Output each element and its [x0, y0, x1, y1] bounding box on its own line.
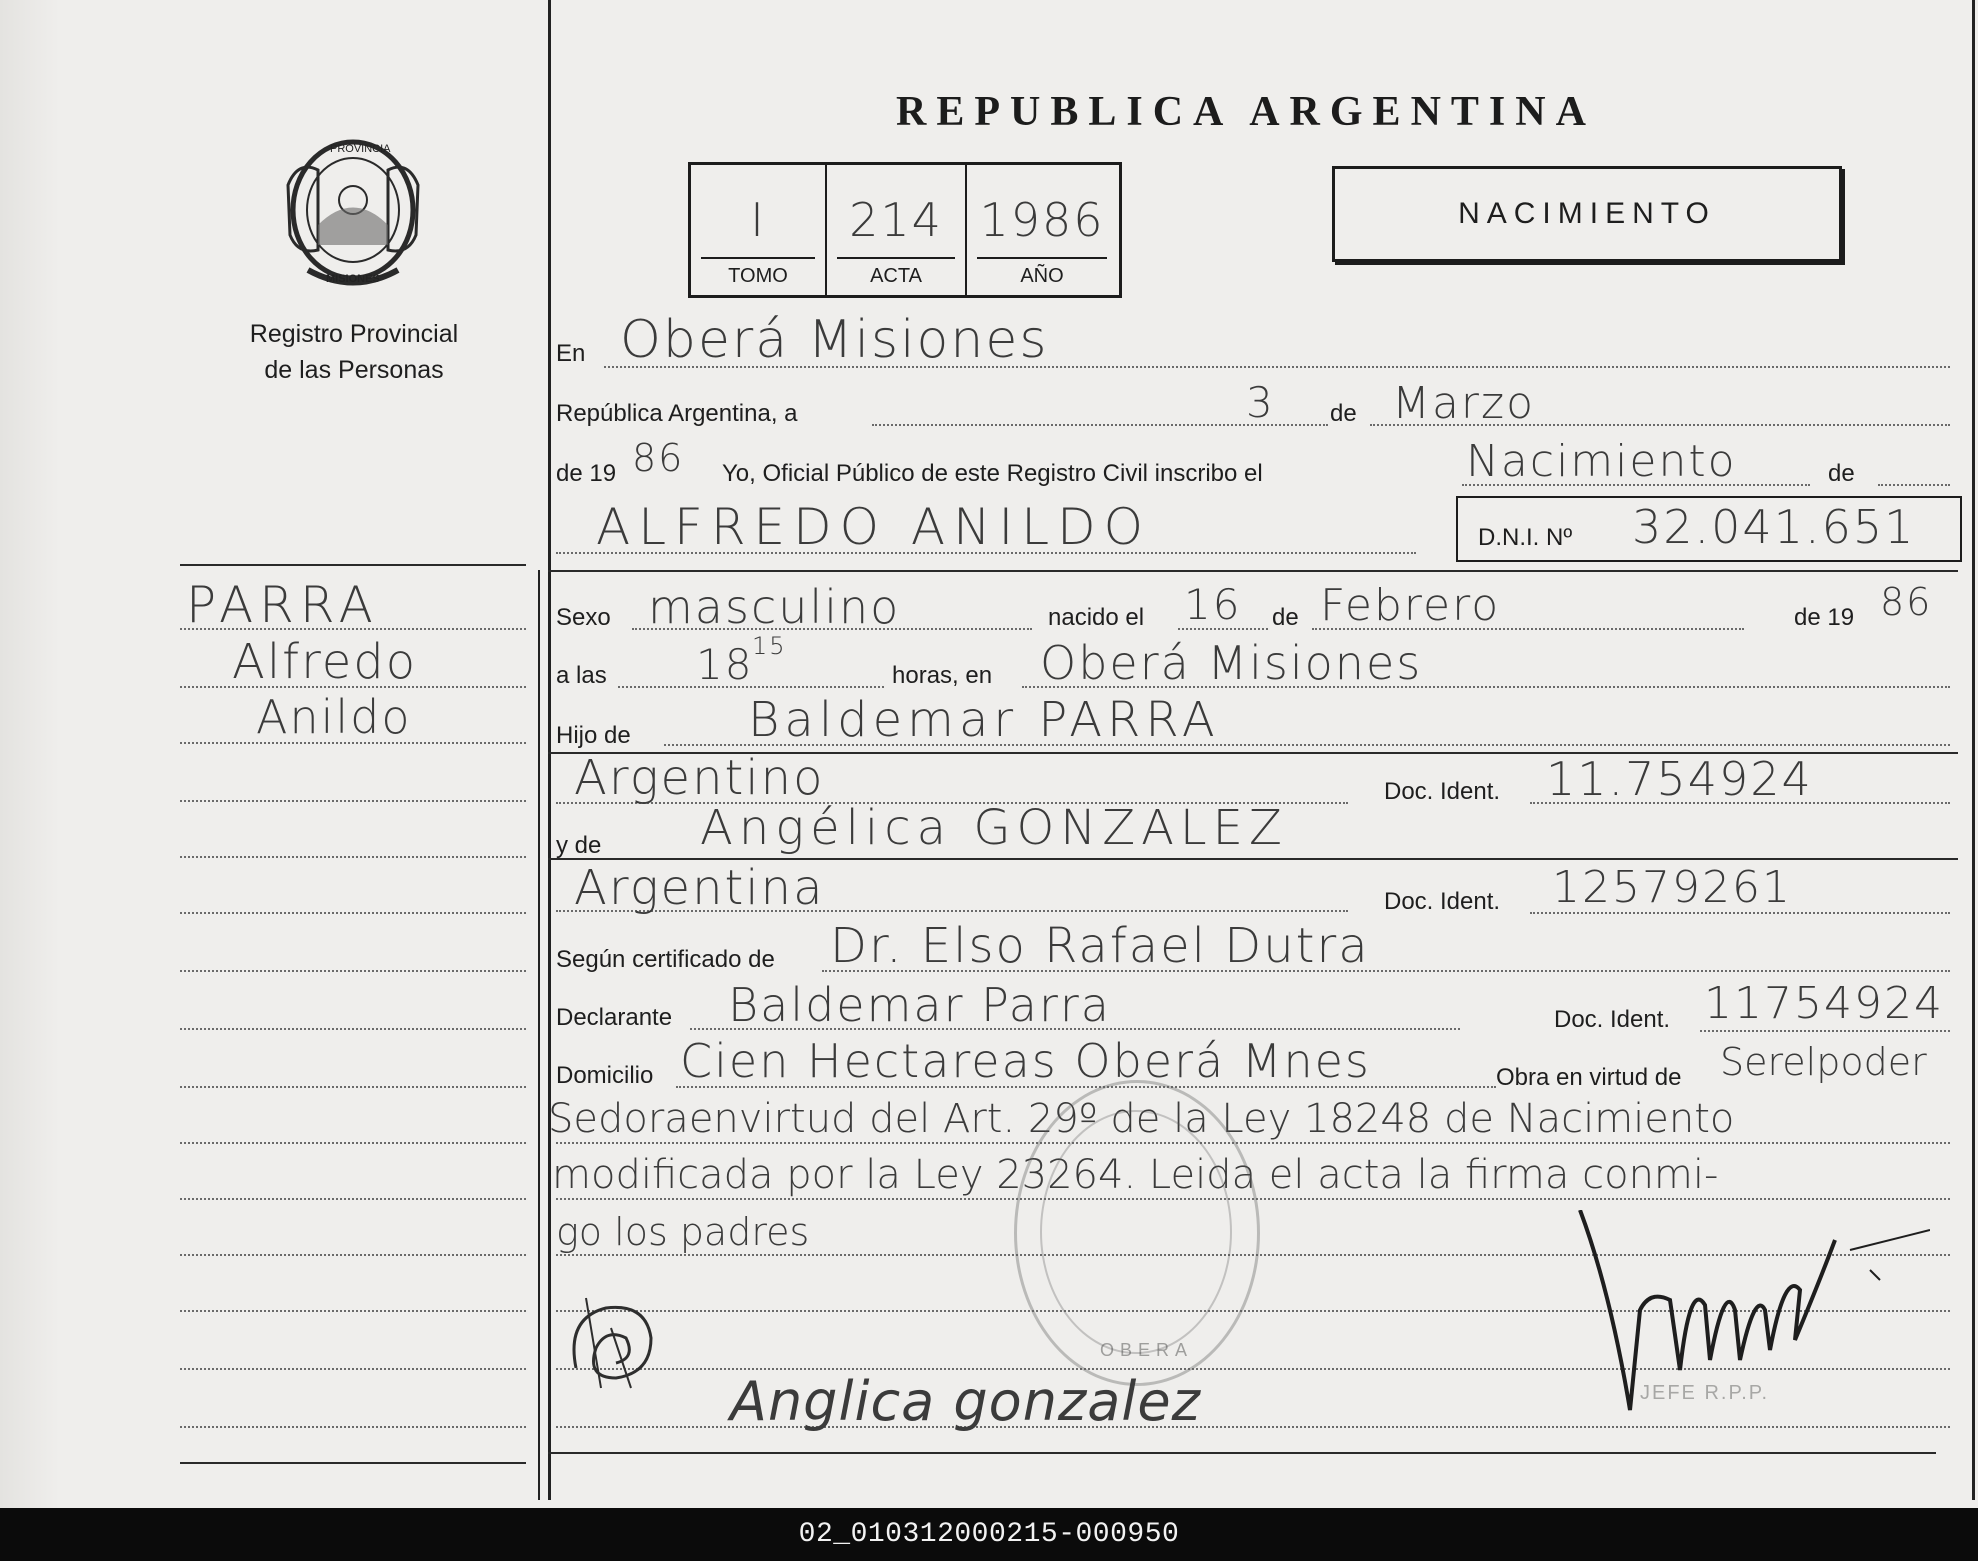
tipo-value: Nacimiento [1466, 436, 1737, 487]
right-border [1972, 0, 1975, 1500]
domicilio-label: Domicilio [556, 1062, 654, 1089]
section-rule-bottom [548, 1452, 1936, 1454]
acta-value: 214 [849, 193, 943, 247]
declarante-doc-value: 11754924 [1704, 978, 1944, 1029]
anio-cell [967, 165, 1117, 295]
anio-value: 1986 [979, 193, 1105, 247]
margin-dotline-8 [180, 1028, 526, 1030]
nac-dia-value: 16 [1184, 580, 1242, 629]
a-las-label: a las [556, 662, 607, 689]
anio-prefix: de 19 [556, 460, 617, 487]
margin-apellido: PARRA [186, 576, 379, 634]
padre-doc-label: Doc. Ident. [1384, 778, 1501, 805]
stamp-jefe: JEFE R.P.P. [1640, 1382, 1770, 1404]
nac-mes-value: Febrero [1320, 580, 1501, 631]
observation-line-3: go los padres [556, 1210, 810, 1254]
mes-value: Marzo [1392, 378, 1536, 429]
madre-nac-value: Argentina [574, 860, 825, 916]
dia-value: 3 [1246, 378, 1275, 427]
inscribe-label: Yo, Oficial Público de este Registro Civil inscribo el [722, 460, 1263, 487]
sexo-label: Sexo [556, 604, 611, 631]
page-shadow [0, 0, 60, 1508]
seal-bottom-text: MISIONES [326, 273, 380, 285]
margin-dotline-7 [180, 970, 526, 972]
margin-nombre-2: Anildo [256, 690, 412, 744]
y-de-label: y de [556, 832, 602, 859]
seal-top-text: PROVINCIA [330, 143, 391, 155]
observation-line-1: Sedoraenvirtud del Art. 29º de la Ley 18248 de Nacimiento [548, 1096, 1735, 1142]
dni-value: 32.041.651 [1632, 500, 1916, 554]
nac-anio-value: 86 [1880, 580, 1933, 624]
domicilio-value: Cien Hectareas Oberá Mnes [680, 1034, 1371, 1088]
fecha-label: República Argentina, a [556, 400, 798, 427]
margin-dotline-12 [180, 1254, 526, 1256]
registry-name-line1: Registro Provincial [249, 320, 459, 348]
de-label: de [1330, 400, 1357, 427]
lugar-value: Oberá Misiones [620, 310, 1049, 370]
certificado-label: Según certificado de [556, 946, 775, 973]
de-dotline [1878, 484, 1950, 486]
obs-dotline-1 [556, 1142, 1950, 1144]
official-signature [1570, 1210, 1930, 1430]
margin-dotline-4 [180, 800, 526, 802]
margin-dotline-11 [180, 1198, 526, 1200]
margin-nombre-1: Alfredo [232, 634, 418, 690]
padre-value: Baldemar PARRA [748, 692, 1220, 748]
tomo-value: I [750, 193, 766, 247]
margin-dotline-10 [180, 1142, 526, 1144]
margin-dotline-13 [180, 1310, 526, 1312]
nacido-label: nacido el [1048, 604, 1145, 631]
file-id-footer [0, 1508, 1978, 1561]
dni-box [1456, 496, 1962, 562]
margin-dotline-9 [180, 1086, 526, 1088]
stamp-obera: OBERA [1100, 1340, 1194, 1360]
declarante-doc-dotline [1700, 1030, 1950, 1032]
en-label: En [556, 340, 586, 367]
declarante-doc-label: Doc. Ident. [1554, 1006, 1671, 1033]
registry-name-line2: de las Personas [264, 356, 444, 384]
column-divider [548, 0, 551, 1500]
anio-suffix: 86 [632, 436, 685, 480]
anio-label: AÑO [1020, 265, 1064, 287]
declarante-label: Declarante [556, 1004, 673, 1031]
nac-anio-prefix: de 19 [1794, 604, 1855, 631]
hora-value: 18 [696, 640, 754, 689]
tomo-label: TOMO [728, 265, 788, 287]
margin-rule-bottom [180, 1462, 526, 1464]
margin-dotline-5 [180, 856, 526, 858]
column-divider-inner [538, 570, 540, 1500]
acta-cell [827, 165, 967, 295]
document-title: REPUBLICA ARGENTINA [896, 89, 1596, 135]
sexo-value: masculino [648, 580, 901, 634]
observation-line-2: modificada por la Ley 23264. Leida el acta la firma conmi- [552, 1152, 1719, 1198]
obra-value: Serelpoder [1720, 1040, 1927, 1084]
registry-box [688, 162, 1122, 298]
madre-value: Angélica GONZALEZ [700, 800, 1288, 856]
section-rule-1 [548, 570, 1958, 572]
madre-doc-label: Doc. Ident. [1384, 888, 1501, 915]
margin-dotline-6 [180, 912, 526, 914]
margin-dotline-14 [180, 1368, 526, 1370]
padre-nac-value: Argentino [574, 750, 825, 806]
mother-signature: Anglica gonzalez [730, 1370, 1201, 1433]
margin-dotline-15 [180, 1426, 526, 1428]
tomo-cell [691, 165, 827, 295]
official-stamp-inner [1040, 1110, 1232, 1354]
nac-de-label: de [1272, 604, 1299, 631]
declarante-value: Baldemar Parra [728, 978, 1111, 1032]
acta-label: ACTA [870, 265, 922, 287]
document-type: NACIMIENTO [1458, 197, 1716, 230]
hijo-label: Hijo de [556, 722, 631, 749]
dni-label: D.N.I. Nº [1478, 524, 1573, 551]
padre-doc-value: 11.754924 [1546, 752, 1813, 806]
lugar-nac-value: Oberá Misiones [1040, 636, 1423, 690]
margin-rule [180, 564, 526, 566]
obra-label: Obra en virtud de [1496, 1064, 1682, 1091]
horas-label: horas, en [892, 662, 993, 689]
father-signature-mark [556, 1278, 676, 1398]
nombre-value: ALFREDO ANILDO [596, 498, 1151, 556]
minutos-value: 15 [752, 632, 787, 660]
certificado-value: Dr. Elso Rafael Dutra [830, 918, 1370, 974]
document-type-box [1332, 166, 1842, 262]
misiones-seal [278, 130, 428, 290]
file-id: 02_010312000215-000950 [798, 1519, 1180, 1550]
de-label-2: de [1828, 460, 1855, 487]
madre-doc-value: 12579261 [1552, 862, 1792, 913]
